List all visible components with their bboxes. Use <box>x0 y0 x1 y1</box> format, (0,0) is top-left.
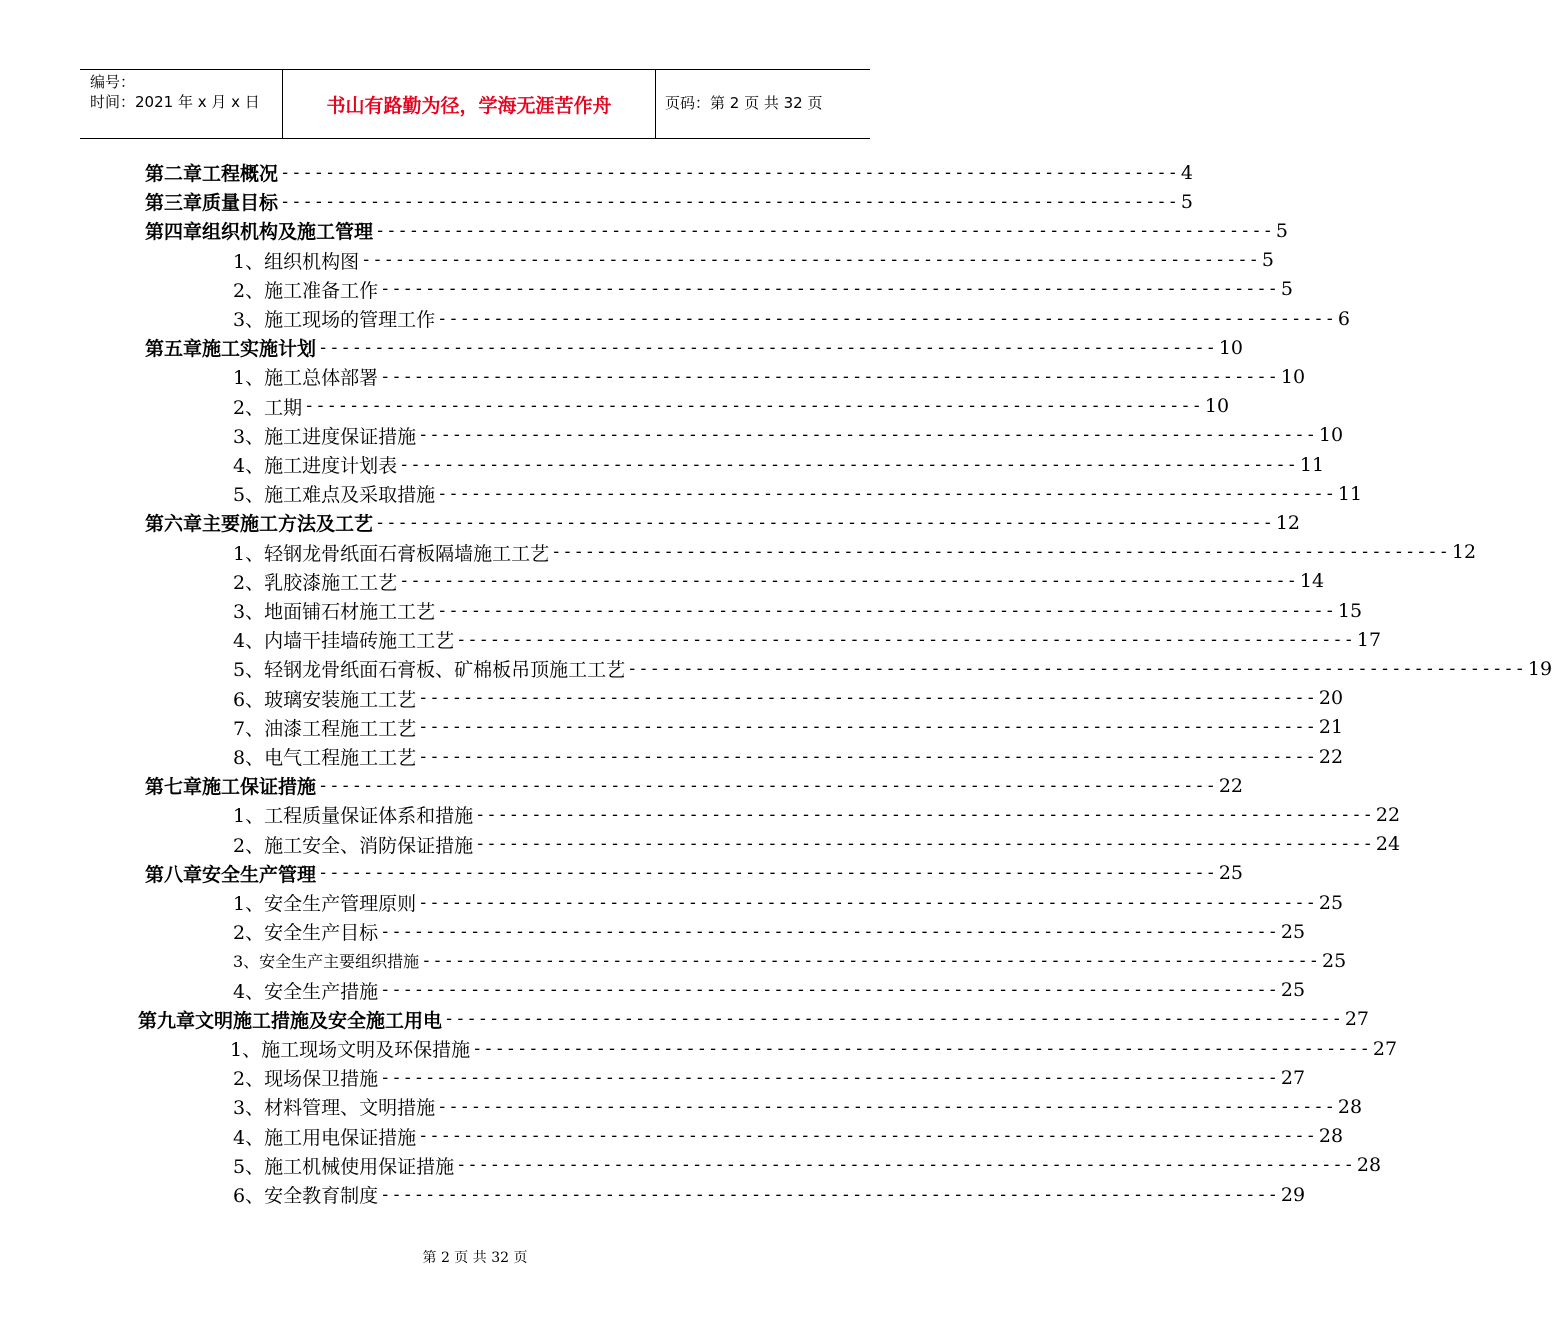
toc-section-row[interactable] <box>233 275 1293 304</box>
toc-entry-title: 5、轻钢龙骨纸面石膏板、矿棉板吊顶施工工艺 <box>233 659 626 682</box>
toc-entry-title: 主要施工方法及工艺 <box>202 513 374 536</box>
header-motto: 书山有路勤为径，学海无涯苦作舟 <box>326 94 612 117</box>
toc-section-row[interactable] <box>233 421 1344 450</box>
toc-page-number: 6 <box>1337 307 1350 330</box>
toc-page-number: 12 <box>1275 511 1301 534</box>
toc-entry-title: 1、施工总体部署 <box>233 367 379 390</box>
page-footer: 第 2 页 共 32 页 <box>422 1250 528 1266</box>
toc-page-number: 28 <box>1356 1154 1382 1177</box>
date-label: 时间：2021 年 x 月 x 日 <box>90 93 260 111</box>
toc-chapter-row[interactable] <box>145 216 1288 245</box>
toc-chapter-number: 第四章 <box>145 221 203 244</box>
toc-entry-title: 施工保证措施 <box>202 776 317 799</box>
toc-leader-dashes: -------------------------------------------------------------------------------- <box>472 1038 1371 1059</box>
toc-leader-dashes: -------------------------------------------------------------------------------- <box>437 1096 1336 1117</box>
toc-entry-title: 8、电气工程施工工艺 <box>233 747 417 769</box>
header-page-info: 页码：第 2 页 共 32 页 <box>665 94 823 112</box>
serial-number-label: 编号： <box>90 73 136 91</box>
toc-page-number: 10 <box>1318 424 1344 447</box>
toc-chapter-row[interactable] <box>138 1005 1370 1034</box>
toc-chapter-number: 第五章 <box>145 338 203 361</box>
toc-page-number: 22 <box>1318 745 1344 768</box>
toc-section-row[interactable] <box>233 538 1477 567</box>
toc-entry-title: 1、组织机构图 <box>233 250 360 273</box>
toc-section-row[interactable] <box>233 479 1363 508</box>
toc-entry-title: 4、内墙干挂墙砖施工工艺 <box>233 630 455 653</box>
toc-page-number: 19 <box>1527 657 1552 680</box>
toc-page-number: 27 <box>1344 1008 1370 1031</box>
toc-chapter-number: 第九章 <box>138 1009 196 1032</box>
toc-section-row[interactable] <box>233 567 1325 596</box>
toc-chapter-number: 第八章 <box>145 863 203 886</box>
toc-leader-dashes: -------------------------------------------------------------------------------- <box>380 279 1279 300</box>
toc-chapter-row[interactable] <box>145 859 1244 888</box>
toc-chapter-row[interactable] <box>145 158 1193 187</box>
toc-entry-title: 2、乳胶漆施工工艺 <box>233 571 398 594</box>
toc-entry-title: 组织机构及施工管理 <box>202 221 374 244</box>
toc-entry-title: 施工实施计划 <box>202 338 317 361</box>
toc-leader-dashes: -------------------------------------------------------------------------------- <box>280 191 1179 212</box>
toc-page-number: 11 <box>1299 453 1325 476</box>
toc-entry-title: 工程概况 <box>202 163 279 185</box>
toc-leader-dashes: -------------------------------------------------------------------------------- <box>380 1067 1279 1088</box>
toc-chapter-number: 第三章 <box>145 192 203 215</box>
toc-entry-title: 4、施工用电保证措施 <box>233 1126 417 1149</box>
toc-leader-dashes: -------------------------------------------------------------------------------- <box>627 658 1526 679</box>
toc-entry-title: 5、施工机械使用保证措施 <box>233 1155 455 1178</box>
toc-entry-title: 文明施工措施及安全施工用电 <box>195 1009 443 1032</box>
toc-leader-dashes: -------------------------------------------------------------------------------- <box>375 512 1274 533</box>
header-divider <box>655 70 656 138</box>
toc-section-row[interactable] <box>233 1063 1306 1092</box>
toc-leader-dashes: -------------------------------------------------------------------------------- <box>380 366 1279 387</box>
toc-page-number: 5 <box>1280 278 1293 301</box>
toc-section-row[interactable] <box>233 800 1401 829</box>
toc-section-row[interactable] <box>233 742 1344 771</box>
toc-entry-title: 质量目标 <box>202 192 279 215</box>
toc-entry-title: 3、材料管理、文明措施 <box>233 1097 436 1120</box>
toc-section-row[interactable] <box>233 976 1306 1005</box>
toc-page-number: 5 <box>1261 249 1274 272</box>
toc-leader-dashes: -------------------------------------------------------------------------------- <box>418 1126 1317 1147</box>
toc-leader-dashes: -------------------------------------------------------------------------------- <box>380 1184 1279 1205</box>
toc-page-number: 24 <box>1375 833 1401 856</box>
toc-leader-dashes: -------------------------------------------------------------------------------- <box>437 483 1336 504</box>
toc-page-number: 29 <box>1280 1183 1306 1206</box>
toc-page-number: 21 <box>1318 716 1344 739</box>
toc-section-row[interactable] <box>233 654 1552 683</box>
toc-chapter-row[interactable] <box>145 508 1301 537</box>
toc-entry-title: 4、施工进度计划表 <box>233 455 398 477</box>
toc-chapter-row[interactable] <box>145 771 1244 800</box>
toc-page-number: 28 <box>1337 1095 1363 1118</box>
toc-leader-dashes: -------------------------------------------------------------------------------- <box>375 220 1274 241</box>
toc-section-row[interactable] <box>233 1180 1306 1209</box>
toc-page-number: 17 <box>1356 628 1382 651</box>
toc-entry-title: 7、油漆工程施工工艺 <box>233 717 417 740</box>
toc-entry-title: 2、工期 <box>233 396 303 419</box>
toc-entry-title: 4、安全生产措施 <box>233 980 379 1003</box>
toc-leader-dashes: -------------------------------------------------------------------------------- <box>280 162 1179 183</box>
toc-page-number: 4 <box>1180 161 1193 184</box>
toc-section-row[interactable] <box>233 684 1344 713</box>
toc-page-number: 10 <box>1218 336 1244 359</box>
toc-section-row[interactable] <box>233 246 1274 275</box>
toc-page-number: 25 <box>1218 862 1244 885</box>
toc-page-number: 5 <box>1275 219 1288 242</box>
toc-leader-dashes: -------------------------------------------------------------------------------- <box>418 746 1317 767</box>
toc-chapter-row[interactable] <box>145 333 1244 362</box>
toc-entry-title: 2、现场保卫措施 <box>233 1068 379 1091</box>
toc-entry-title: 6、玻璃安装施工工艺 <box>233 688 417 711</box>
toc-leader-dashes: -------------------------------------------------------------------------------- <box>456 629 1355 650</box>
toc-entry-title: 2、施工准备工作 <box>233 279 379 302</box>
toc-page-number: 10 <box>1280 365 1306 388</box>
toc-section-row[interactable] <box>233 625 1382 654</box>
toc-page-number: 22 <box>1218 774 1244 797</box>
toc-section-row[interactable] <box>233 888 1344 917</box>
toc-leader-dashes: -------------------------------------------------------------------------------- <box>304 396 1203 417</box>
toc-section-row[interactable] <box>233 304 1350 333</box>
toc-leader-dashes: -------------------------------------------------------------------------------- <box>421 950 1320 971</box>
toc-page-number: 11 <box>1337 482 1363 505</box>
toc-entry-title: 1、工程质量保证体系和措施 <box>233 805 474 828</box>
toc-entry-title: 1、轻钢龙骨纸面石膏板隔墙施工工艺 <box>233 542 550 565</box>
toc-leader-dashes: -------------------------------------------------------------------------------- <box>551 542 1450 563</box>
toc-section-row[interactable] <box>233 392 1230 421</box>
header-meta-cell <box>80 70 282 138</box>
toc-leader-dashes: -------------------------------------------------------------------------------- <box>361 250 1260 271</box>
document-header <box>80 69 870 139</box>
toc-page-number: 10 <box>1204 395 1230 418</box>
toc-section-row[interactable] <box>233 917 1306 946</box>
toc-leader-dashes: -------------------------------------------------------------------------------- <box>399 571 1298 592</box>
toc-page-number: 14 <box>1299 570 1325 593</box>
toc-leader-dashes: -------------------------------------------------------------------------------- <box>318 775 1217 796</box>
toc-leader-dashes: -------------------------------------------------------------------------------- <box>475 804 1374 825</box>
toc-section-row[interactable] <box>233 450 1325 479</box>
toc-chapter-number: 第六章 <box>145 513 203 536</box>
toc-entry-title: 6、安全教育制度 <box>233 1185 379 1207</box>
toc-page-number: 20 <box>1318 687 1344 710</box>
toc-page-number: 27 <box>1372 1037 1398 1060</box>
toc-leader-dashes: -------------------------------------------------------------------------------- <box>380 980 1279 1001</box>
toc-section-row[interactable] <box>233 1151 1382 1180</box>
toc-leader-dashes: -------------------------------------------------------------------------------- <box>456 1155 1355 1176</box>
toc-leader-dashes: -------------------------------------------------------------------------------- <box>418 688 1317 709</box>
toc-leader-dashes: -------------------------------------------------------------------------------- <box>437 308 1336 329</box>
toc-page-number: 25 <box>1318 891 1344 914</box>
toc-page-number: 28 <box>1318 1125 1344 1148</box>
toc-entry-title: 3、施工进度保证措施 <box>233 425 417 448</box>
toc-page-number: 22 <box>1375 803 1401 826</box>
toc-section-row[interactable] <box>230 1034 1398 1063</box>
toc-leader-dashes: -------------------------------------------------------------------------------- <box>418 717 1317 738</box>
toc-section-row[interactable] <box>233 946 1347 975</box>
toc-entry-title: 2、安全生产目标 <box>233 922 379 945</box>
toc-section-row[interactable] <box>233 713 1344 742</box>
toc-page-number: 5 <box>1180 190 1193 213</box>
toc-section-row[interactable] <box>233 1122 1344 1151</box>
toc-entry-title: 安全生产管理 <box>202 863 317 886</box>
toc-leader-dashes: -------------------------------------------------------------------------------- <box>318 863 1217 884</box>
toc-leader-dashes: -------------------------------------------------------------------------------- <box>399 454 1298 475</box>
toc-entry-title: 5、施工难点及采取措施 <box>233 484 436 507</box>
toc-page-number: 12 <box>1451 541 1477 564</box>
toc-page-number: 27 <box>1280 1066 1306 1089</box>
toc-leader-dashes: -------------------------------------------------------------------------------- <box>318 337 1217 358</box>
toc-leader-dashes: -------------------------------------------------------------------------------- <box>418 425 1317 446</box>
toc-page-number: 25 <box>1280 920 1306 943</box>
toc-section-row[interactable] <box>233 1092 1363 1121</box>
toc-leader-dashes: -------------------------------------------------------------------------------- <box>418 892 1317 913</box>
toc-entry-title: 2、施工安全、消防保证措施 <box>233 834 474 857</box>
toc-entry-title: 1、安全生产管理原则 <box>233 893 417 915</box>
toc-leader-dashes: -------------------------------------------------------------------------------- <box>380 921 1279 942</box>
toc-section-row[interactable] <box>233 830 1401 859</box>
toc-leader-dashes: -------------------------------------------------------------------------------- <box>444 1009 1343 1030</box>
toc-entry-title: 1、施工现场文明及环保措施 <box>230 1039 471 1061</box>
toc-chapter-number: 第七章 <box>145 776 203 799</box>
toc-leader-dashes: -------------------------------------------------------------------------------- <box>475 834 1374 855</box>
toc-chapter-row[interactable] <box>145 187 1193 216</box>
toc-entry-title: 3、施工现场的管理工作 <box>233 309 436 331</box>
toc-section-row[interactable] <box>233 362 1306 391</box>
toc-entry-title: 3、安全生产主要组织措施 <box>233 952 420 972</box>
toc-entry-title: 3、地面铺石材施工工艺 <box>233 601 436 623</box>
toc-chapter-number: 第二章 <box>145 163 203 185</box>
toc-page-number: 25 <box>1280 979 1306 1002</box>
toc-section-row[interactable] <box>233 596 1363 625</box>
toc-page-number: 25 <box>1321 949 1347 972</box>
toc-page-number: 15 <box>1337 599 1363 622</box>
toc-leader-dashes: -------------------------------------------------------------------------------- <box>437 600 1336 621</box>
